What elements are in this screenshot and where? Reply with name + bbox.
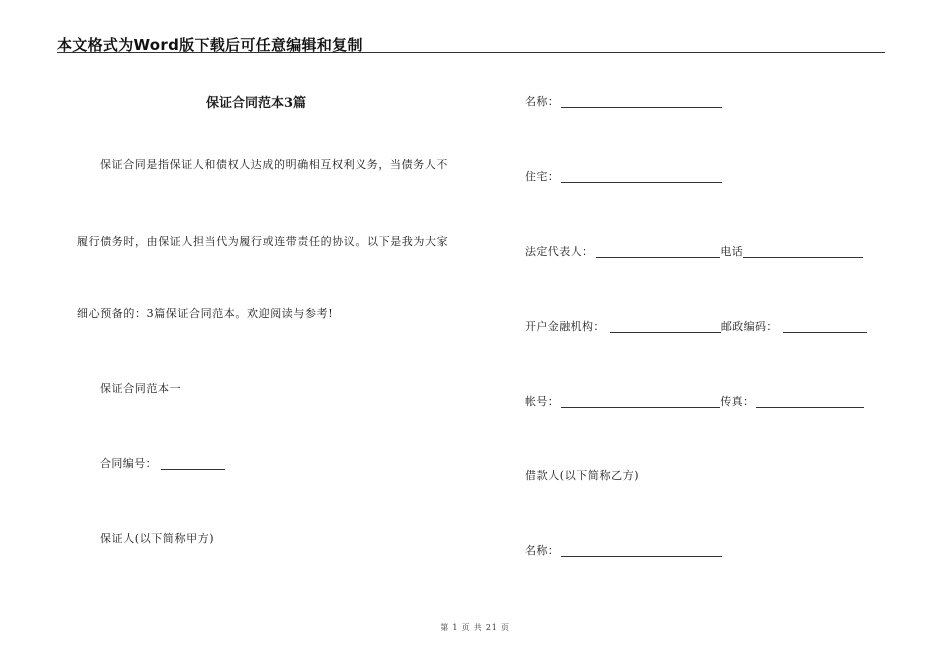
phone-blank [743, 246, 863, 258]
guarantor-label: 保证人(以下简称甲方) [100, 532, 215, 545]
intro-line-1: 保证合同是指保证人和债权人达成的明确相互权利义务，当债务人不 [100, 158, 448, 171]
address-field [525, 168, 722, 184]
section-heading: 保证合同范本一 [100, 382, 182, 395]
fax-label: 传真： [720, 395, 755, 408]
bank-label: 开户金融机构： [525, 320, 605, 333]
postcode-blank [783, 321, 867, 333]
account-field [525, 393, 864, 409]
borrower-name-field [525, 542, 722, 558]
contract-number-blank [161, 458, 225, 470]
name-blank [561, 96, 722, 108]
bank-field [525, 318, 867, 334]
phone-label: 电话 [720, 245, 744, 258]
name-field [525, 93, 722, 109]
legal-rep-field [525, 243, 863, 259]
contract-number-field [100, 455, 225, 471]
legal-rep-label: 法定代表人： [525, 245, 594, 258]
intro-line-3: 细心预备的：3篇保证合同范本。欢迎阅读与参考! [77, 307, 334, 320]
document-title: 保证合同范本3篇 [206, 96, 307, 111]
header-divider [57, 52, 885, 53]
name-label: 名称： [525, 95, 560, 108]
account-blank [561, 396, 720, 408]
borrower-name-blank [561, 545, 722, 557]
page-footer: 第 1 页 共 21 页 [440, 623, 510, 632]
contract-number-label: 合同编号： [100, 457, 157, 470]
page-header-title: 本文格式为Word版下载后可任意编辑和复制 [57, 36, 363, 54]
account-label: 帐号： [525, 395, 560, 408]
address-blank [561, 171, 722, 183]
intro-line-2: 履行债务时，由保证人担当代为履行或连带责任的协议。以下是我为大家 [77, 235, 449, 248]
fax-blank [756, 396, 864, 408]
legal-rep-blank [596, 246, 720, 258]
borrower-name-label: 名称： [525, 544, 560, 557]
borrower-label: 借款人(以下简称乙方) [525, 469, 640, 482]
bank-blank [610, 321, 721, 333]
address-label: 住宅： [525, 170, 560, 183]
postcode-label: 邮政编码： [720, 320, 778, 333]
